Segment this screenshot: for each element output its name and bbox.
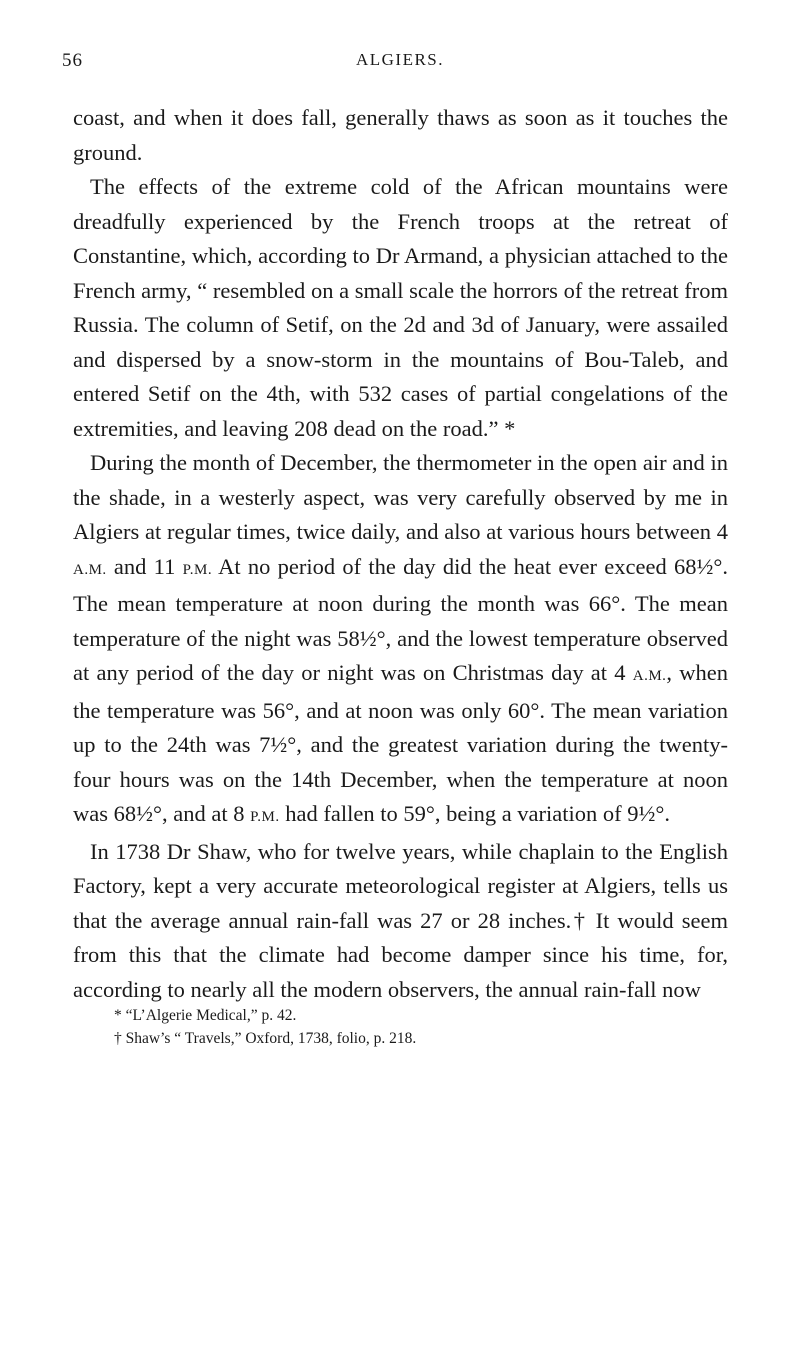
small-caps-text: P.M. (250, 809, 280, 825)
paragraph-text: At no period of the day did the heat ever exceed 68½°. The mean temperature at noon during the month was 66°. The mean temperature of the night was 58½°, and the lowest temperature observed at any period of the day or night was on Christmas day at 4 (73, 553, 728, 685)
body-text (73, 101, 728, 1007)
paragraph-text: and 11 (106, 553, 183, 579)
paragraph-text: had fallen to 59°, being a variation of 9½°. (279, 801, 671, 826)
paragraph (73, 446, 728, 835)
running-title: ALGIERS. (355, 50, 445, 69)
footnote-shaw: † Shaw’s “ Travels,” Oxford, 1738, folio, p. 218. (114, 1030, 417, 1047)
small-caps-text: A.M. (73, 561, 107, 578)
paragraph-text: , when the temperature was 56°, and at noon was only 60°. The mean variation up to the 24th was 7½°, and the greatest variation during the twenty-four hours was on the 14th December, when the temperature at noon was 68½°, and at 8 (73, 660, 728, 826)
paragraph-text: In 1738 Dr Shaw, who for twelve years, while chaplain to the English Factory, kept a very accurate meteorological register at Algiers, tells us that the average annual rain-fall was 27 or 28 inches.† It would seem from this that the climate had become damper since his time, for, according to nearly all the modern observers, the annual rain-fall now (73, 838, 728, 1002)
paragraph-text: During the month of December, the thermometer in the open air and in the shade, in a westerly aspect, was very carefully observed by me in Algiers at regular times, twice daily, and also at various hours between 4 (73, 450, 728, 544)
footnote-armand: * “L’Algerie Medical,” p. 42. (114, 1007, 297, 1024)
paragraph (73, 170, 728, 446)
paragraph-text: coast, and when it does fall, generally thaws as soon as it touches the ground. (73, 105, 728, 165)
small-caps-text: P.M. (182, 561, 213, 578)
paragraph (73, 835, 728, 1008)
running-head (62, 50, 738, 78)
page-number: 56 (62, 50, 83, 71)
paragraph-text: The effects of the extreme cold of the African mountains were dreadfully experienced by the French troops at the retreat of Constantine, which, according to Dr Armand, a physician attached to the French army, “ resembled on a small scale the horrors of the retreat from Russia. The column of Setif, on the 2d and 3d of January, were assailed and dispersed by a snow-storm in the mountains of Bou-Taleb, and entered Setif on the 4th, with 532 cases of partial congelations of the extremities, and leaving 208 dead on the road.” * (73, 174, 728, 441)
paragraph (73, 101, 728, 170)
small-caps-text: A.M. (632, 668, 667, 684)
footnotes (114, 1004, 674, 1050)
